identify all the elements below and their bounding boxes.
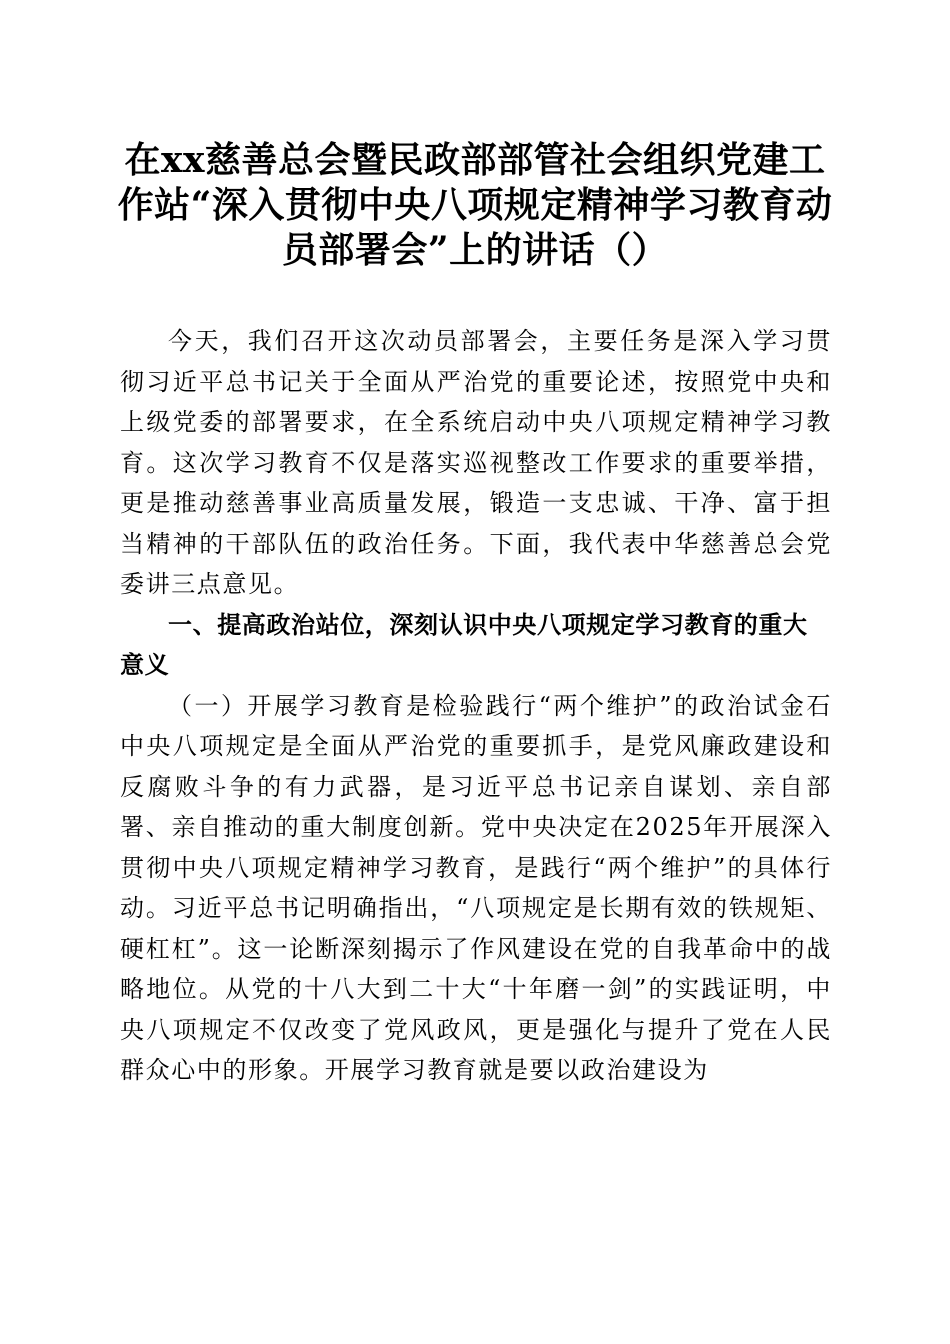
intro-paragraph: 今天，我们召开这次动员部署会，主要任务是深入学习贯彻习近平总书记关于全面从严治党的重要论述，按照党中央和上级党委的部署要求，在全系统启动中央八项规定精神学习教育。这次学习教育不仅是落实巡视整改工作要求的重要举措，更是推动慈善事业高质量发展，锻造一支忠诚、干净、富于担当精神的干部队伍的政治任务。下面，我代表中华慈善总会党委讲三点意见。 — [120, 327, 832, 598]
document-title: 在xx慈善总会暨民政部部管社会组织党建工作站“深入贯彻中央八项规定精神学习教育动员部署会”上的讲话（） — [117, 139, 833, 271]
subsection-paragraph-1: （一）开展学习教育是检验践行“两个维护”的政治试金石中央八项规定是全面从严治党的重要抓手，是党风廉政建设和反腐败斗争的有力武器，是习近平总书记亲自谋划、亲自部署、亲自推动的重大制度创新。党中央决定在2025年开展深入贯彻中央八项规定精神学习教育，是践行“两个维护”的具体行动。习近平总书记明确指出，“八项规定是长期有效的铁规矩、硬杠杠”。这一论断深刻揭示了作风建设在党的自我革命中的战略地位。从党的十八大到二十大“十年磨一剑”的实践证明，中央八项规定不仅改变了党风政风，更是强化与提升了党在人民群众心中的形象。开展学习教育就是要以政治建设为 — [120, 691, 832, 1084]
document-body — [120, 321, 832, 1091]
section-heading-1: 一、提高政治站位，深刻认识中央八项规定学习教育的重大意义 — [120, 610, 808, 679]
